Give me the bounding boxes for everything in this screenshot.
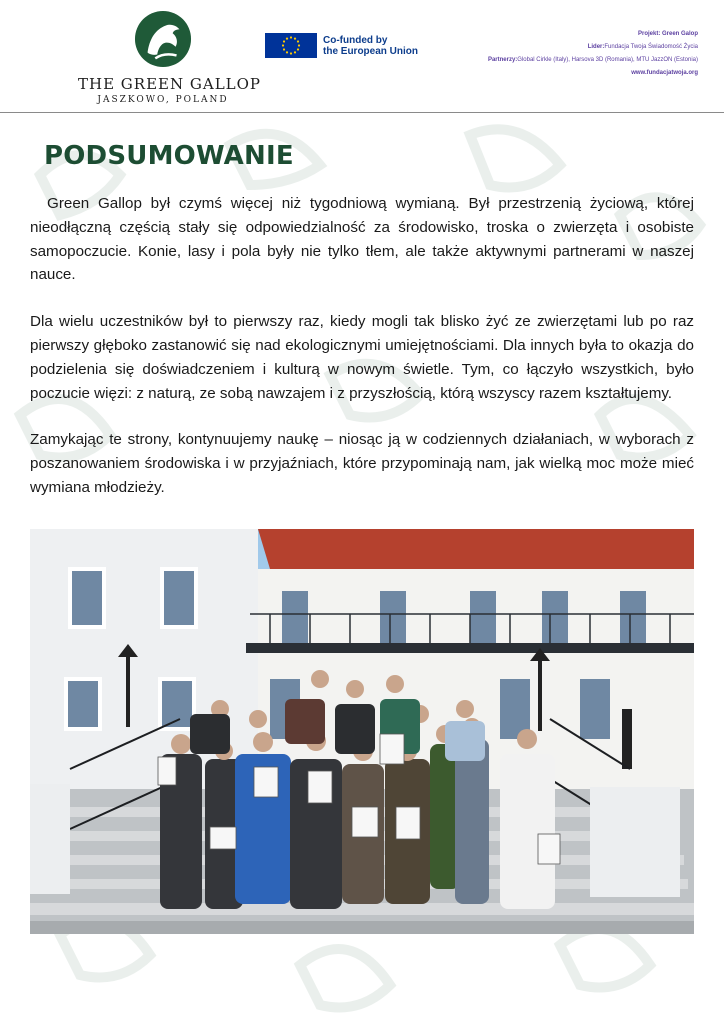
partners-line <box>488 54 698 67</box>
page-header <box>0 0 724 112</box>
leader-value: Fundacja Twoja Świadomość Życia <box>604 44 698 50</box>
leader-label: Lider: <box>587 44 605 50</box>
green-gallop-logo <box>78 10 261 105</box>
summary-text <box>30 192 694 523</box>
logo-name: THE GREEN GALLOP <box>78 75 261 93</box>
horse-head-logo-icon <box>134 10 192 68</box>
eu-line-1: Co-funded by <box>323 34 388 46</box>
header-divider <box>0 112 724 113</box>
eu-text <box>323 35 418 57</box>
website-link[interactable]: www.fundacjatwoja.org <box>631 70 698 76</box>
paragraph-2: Dla wielu uczestników był to pierwszy raz, kiedy mogli tak blisko żyć ze zwierzętami lub po raz pierwszy głęboko zastanowić się nad ekologicznymi umiejętnościami. Dla innych była to okazja do podzielenia się doświadczeniem i kulturą w nowym świetle. Tym, co łączyło wszystkich, było poczucie więzi: z naturą, ze sobą nawzajem i z przyszłością, którą wszyscy razem kształtujemy. <box>30 313 694 402</box>
eu-cofunded-badge <box>265 33 418 58</box>
paragraph-1: Green Gallop był czymś więcej niż tygodniową wymianą. Był przestrzenią życiową, której nieodłączną częścią stały się odpowiedzialność za środowisko, troska o zwierzęta i osobiste samopoczucie. Konie, lasy i pola były nie tylko tłem, ale także aktywnymi partnerami w naszej nauce. <box>30 195 694 284</box>
partners-value: Global Cirkle (Italy), Harsova 3D (Romania), MTU JazzON (Estonia) <box>517 57 698 63</box>
page-title: PODSUMOWANIE <box>44 141 294 171</box>
partners-label: Partnerzy: <box>487 57 518 63</box>
project-info <box>488 28 698 80</box>
group-photo <box>30 529 694 934</box>
leader-line <box>488 41 698 54</box>
logo-location: JASZKOWO, POLAND <box>97 95 229 105</box>
paragraph-3: Zamykając te strony, kontynuujemy naukę – niosąc ją w codziennych działaniach, w wyborach z poszanowaniem środowiska i w przyjaźniach, które przypominają nam, jak wielką moc może mieć wymiana młodzieży. <box>30 431 694 496</box>
eu-line-2: the European Union <box>323 45 418 57</box>
project-line: Projekt: Green Galop <box>637 31 698 37</box>
eu-flag-icon <box>265 33 317 58</box>
